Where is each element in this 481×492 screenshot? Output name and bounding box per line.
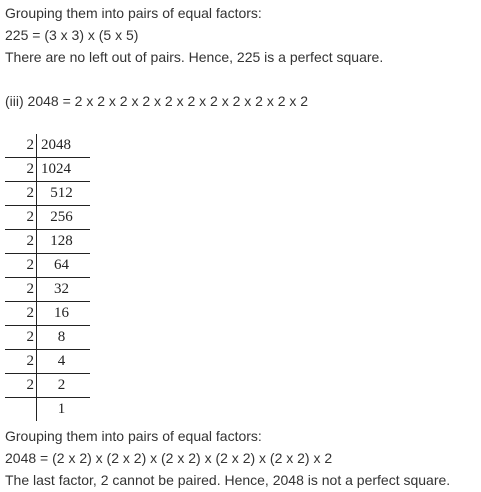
divisor-cell: 2 <box>5 278 37 302</box>
intro-line-225-pairs: 225 = (3 x 3) x (5 x 5) <box>5 27 139 43</box>
division-row <box>5 302 90 326</box>
division-row <box>5 206 90 230</box>
quotient-cell: 4 <box>37 350 91 374</box>
quotient-cell: 256 <box>37 206 91 230</box>
intro-line-225-conclusion: There are no left out of pairs. Hence, 225 is a perfect square. <box>5 49 384 65</box>
divisor-cell: 2 <box>5 254 37 278</box>
division-row <box>5 254 90 278</box>
conclusion-line-grouping: Grouping them into pairs of equal factors: <box>5 428 262 444</box>
conclusion-line-2048-pairs: 2048 = (2 x 2) x (2 x 2) x (2 x 2) x (2 x 2) x (2 x 2) x 2 <box>5 450 333 466</box>
part-iii-heading: (iii) 2048 = 2 x 2 x 2 x 2 x 2 x 2 x 2 x 2 x 2 x 2 x 2 <box>5 93 309 109</box>
division-row <box>5 182 90 206</box>
divisor-cell: 2 <box>5 182 37 206</box>
quotient-cell: 1 <box>57 401 66 417</box>
quotient-cell: 16 <box>37 302 91 326</box>
divisor-cell: 2 <box>5 350 37 374</box>
quotient-cell: 512 <box>37 182 91 206</box>
divisor-cell: 2 <box>5 230 37 254</box>
quotient-cell: 1024 <box>37 158 91 182</box>
division-row <box>5 134 90 158</box>
quotient-cell: 2 <box>37 374 91 398</box>
quotient-cell: 8 <box>37 326 91 350</box>
divisor-cell: 2 <box>5 326 37 350</box>
divisor-cell: 2 <box>5 134 37 158</box>
division-row <box>5 158 90 182</box>
division-row <box>5 278 90 302</box>
divisor-cell: 2 <box>5 302 37 326</box>
division-row <box>5 374 90 398</box>
division-row <box>5 350 90 374</box>
division-row <box>5 398 90 422</box>
divisor-cell: 2 <box>5 374 37 398</box>
division-row <box>5 326 90 350</box>
intro-line-grouping: Grouping them into pairs of equal factors: <box>5 5 262 21</box>
prime-factorization-table <box>5 134 90 421</box>
divisor-cell: 2 <box>5 158 37 182</box>
divisor-cell <box>5 398 37 422</box>
division-row <box>5 230 90 254</box>
quotient-cell: 128 <box>37 230 91 254</box>
quotient-cell: 32 <box>37 278 91 302</box>
divisor-cell: 2 <box>5 206 37 230</box>
conclusion-line-2048-result: The last factor, 2 cannot be paired. Hence, 2048 is not a perfect square. <box>5 472 451 488</box>
quotient-cell: 64 <box>37 254 91 278</box>
quotient-cell: 2048 <box>37 134 91 158</box>
